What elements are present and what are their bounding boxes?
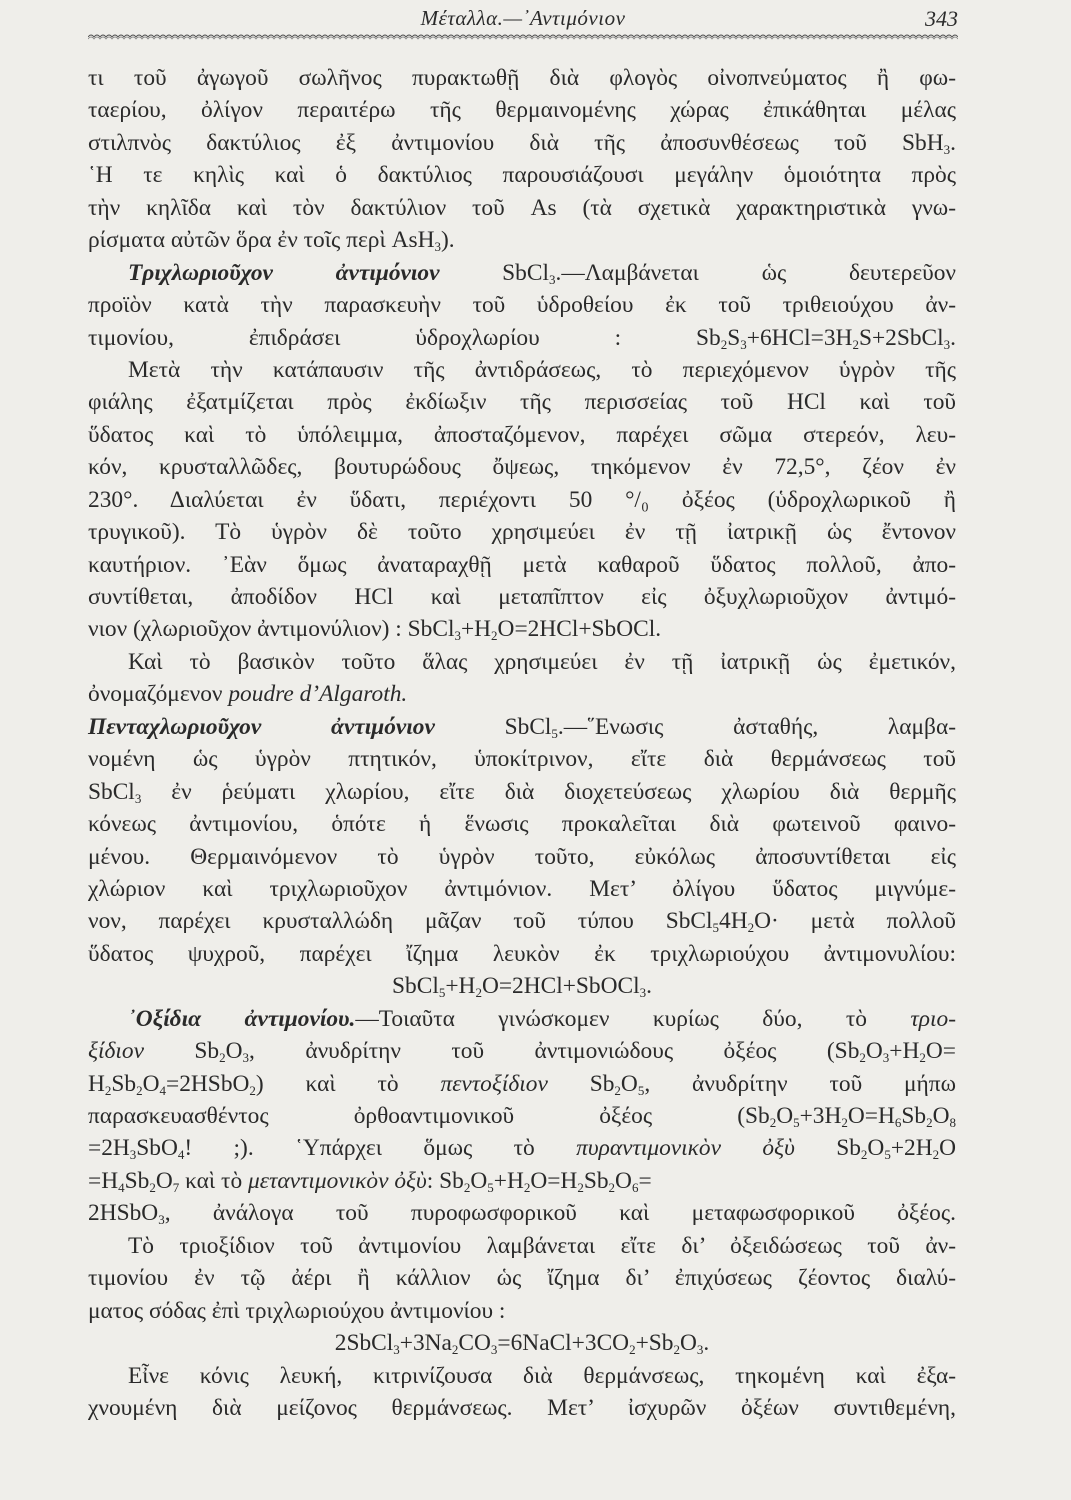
text-run: : Sb — [426, 1167, 464, 1194]
subscript: 3 — [158, 1212, 165, 1228]
subscript: 2 — [614, 1082, 621, 1098]
text-run: +H — [493, 1167, 524, 1194]
text-run: SbCl — [88, 778, 135, 805]
text-line — [88, 678, 956, 710]
text-run: +6HCl=3H — [746, 324, 853, 351]
text-line — [88, 484, 956, 516]
page-header — [88, 2, 958, 36]
text-line — [88, 451, 956, 483]
subscript: 2 — [249, 1082, 256, 1098]
subscript: 3 — [740, 336, 747, 352]
italic-term: πεντοξίδιον — [440, 1070, 548, 1097]
text-line — [88, 224, 956, 256]
text-run: Εἶνε κόνις λευκή, κιτρινίζουσα διὰ θερμάνσεως, τηκομένη καὶ ἐξα- — [128, 1362, 956, 1389]
italic-term: πυραντιμονικὸν ὀξὺ — [576, 1135, 795, 1162]
text-run: H — [88, 1070, 105, 1097]
subscript: 5 — [793, 1115, 800, 1130]
text-run: χνουμένη διὰ μείζονος θερμάνσεως. Μετ’ ἰσχυρῶν ὀξέων συντιθεμένη, — [88, 1394, 956, 1421]
text-run: ). — [440, 227, 455, 254]
text-run: προϊὸν κατὰ τὴν παρασκευὴν τοῦ ὑδροθείου ἐκ τοῦ τριθειούχου ἀν- — [88, 292, 956, 319]
text-line — [88, 94, 956, 126]
subscript: 2 — [841, 1115, 848, 1130]
text-run: ἐν ῥεύματι χλωρίου, εἴτε διὰ διοχετεύσεως χλωρίου διὰ θερμῆς — [141, 778, 956, 805]
text-run: ματος σόδας ἐπὶ τριχλωριούχου ἀντιμονίου : — [88, 1297, 506, 1324]
subscript: 2 — [747, 920, 755, 936]
text-line — [88, 1295, 956, 1327]
text-run: O=H — [530, 1167, 578, 1194]
text-run: .—῞Ενωσις ἀσταθής, λαμβα- — [557, 713, 956, 740]
italic-term: poudre d’Algaroth. — [228, 681, 408, 708]
text-run: ῾Η τε κηλὶς καὶ ὁ δακτύλιος παρουσιάζουσι μεγάλην ὁμοιότητα πρὸς — [88, 162, 956, 189]
text-run: Sb — [143, 1038, 220, 1065]
text-line — [88, 62, 956, 94]
text-line — [88, 905, 956, 937]
subscript: 2 — [219, 1050, 226, 1066]
subscript: 3 — [134, 790, 142, 806]
text-run: Μετὰ τὴν κατάπαυσιν τῆς ἀντιδράσεως, τὸ περιεχόμενον ὑγρὸν τῆς — [128, 356, 956, 383]
text-run: ὀνομαζόμενον — [88, 681, 229, 708]
text-line — [88, 1132, 956, 1164]
text-line — [88, 1230, 956, 1262]
subscript: 2 — [932, 1147, 940, 1163]
text-line — [88, 322, 956, 354]
text-run: Sb — [583, 1167, 609, 1194]
text-run: 2HSbO — [88, 1200, 159, 1227]
subscript: 3 — [696, 1342, 704, 1358]
text-run: O= — [925, 1038, 956, 1065]
text-run: . — [646, 973, 652, 1000]
text-run: S — [727, 324, 741, 351]
running-title: Μέταλλα.—᾿Αντιμόνιον — [420, 6, 626, 30]
text-line — [88, 873, 956, 905]
subscript: 2 — [859, 1050, 866, 1066]
text-line — [88, 549, 956, 581]
text-run: O — [932, 1103, 950, 1129]
text-line — [88, 127, 956, 159]
subscript: 4 — [159, 1082, 167, 1098]
subscript: 2 — [523, 1179, 531, 1195]
body-text — [88, 62, 956, 1424]
text-run: ρίσματα αὐτῶν ὅρα ἐν τοῖς περὶ AsH — [88, 227, 435, 254]
subscript: 5 — [712, 920, 720, 936]
text-run: —Τοιαῦτα γινώσκομεν κυρίως δύο, τὸ — [355, 1005, 911, 1032]
text-run: O — [142, 1070, 160, 1097]
subscript: 2 — [860, 1147, 868, 1163]
text-line — [88, 1100, 956, 1132]
subscript: 5 — [637, 1082, 645, 1098]
text-run: . — [703, 1330, 710, 1357]
section-heading: Πενταχλωριοῦχον ἀντιμόνιον — [88, 713, 435, 740]
italic-term: μεταντιμονικὸν ὀξὺ — [248, 1167, 427, 1194]
text-run: O — [679, 1330, 697, 1357]
text-run: τιμονίου, ἐπιδράσει ὑδροχλωρίου : Sb — [88, 324, 721, 351]
italic-term: ξίδιον — [88, 1038, 144, 1065]
text-run: Sb — [794, 1135, 861, 1162]
subscript: 3 — [434, 239, 441, 255]
text-run: ) καὶ τὸ — [255, 1070, 441, 1097]
text-run: SbCl — [392, 973, 439, 1000]
text-run: καὶ τὸ — [179, 1167, 248, 1194]
subscript: 2 — [720, 336, 728, 352]
text-run: χλώριον καὶ τριχλωριοῦχον ἀντιμόνιον. Μετ’ ὀλίγου ὕδατος μιγνύμε- — [88, 875, 956, 902]
text-run: ὕδατος ψυχροῦ, παρέχει ἴζημα λευκὸν ἐκ τριχλωριούχου ἀντιμονυλίου: — [88, 940, 956, 967]
text-run: ! ;). ῾Υπάρχει ὅμως τὸ — [184, 1135, 577, 1162]
text-run: 2SbCl — [334, 1330, 394, 1357]
text-run: O=2HCl+SbOCl. — [497, 616, 662, 643]
text-run: τι τοῦ ἀγωγοῦ σωλῆνος πυρακτωθῇ διὰ φλογὸς οἰνοπνεύματος ἢ φω- — [88, 65, 956, 91]
subscript: 2 — [463, 1179, 471, 1195]
text-run: Sb — [124, 1167, 150, 1194]
text-run: +H — [889, 1038, 920, 1065]
subscript: 3 — [548, 271, 556, 287]
text-line — [88, 776, 956, 808]
text-run: =H — [88, 1167, 119, 1194]
text-run: SbCl — [434, 713, 552, 740]
text-line — [88, 1262, 956, 1294]
text-line — [88, 841, 956, 873]
text-line — [88, 1197, 956, 1229]
text-run: +H — [445, 973, 476, 1000]
text-run: στιλπνὸς δακτύλιος ἐξ ἀντιμονίου διὰ τῆς ἀποσυνθέσεως τοῦ SbH — [88, 129, 944, 156]
text-run: νιον (χλωριοῦχον ἀντιμονύλιον) : SbCl — [88, 616, 455, 643]
text-run: 4H — [719, 908, 748, 935]
subscript: 3 — [943, 336, 951, 352]
text-run: τὴν κηλῖδα καὶ τὸν δακτύλιον τοῦ As (τὰ σχετικὰ χαρακτηριστικὰ γνω- — [88, 194, 956, 221]
subscript: 5 — [438, 985, 446, 1001]
text-line — [88, 1392, 956, 1424]
text-run: 230°. Διαλύεται ἐν ὕδατι, περιέχοντι 50 °/₀ ὀξέος (ὑδροχλωρικοῦ ἢ — [88, 486, 956, 513]
subscript: 3 — [490, 1342, 498, 1358]
text-run: O — [470, 1167, 488, 1194]
text-run: O — [939, 1135, 956, 1162]
subscript: 2 — [852, 336, 859, 352]
text-run: O· μετὰ πολλοῦ — [754, 908, 956, 935]
text-run: Sb — [547, 1070, 615, 1097]
text-run: κόνεως ἀντιμονίου, ὁπότε ἡ ἕνωσις προκαλεῖται διὰ φωτεινοῦ φαινο- — [88, 811, 956, 838]
text-line — [88, 646, 956, 678]
text-run: τρυγικοῦ). Τὸ ὑγρὸν δὲ τοῦτο χρησιμεύει ἐν τῇ ἰατρικῇ ὡς ἔντονον — [88, 519, 956, 546]
text-run: +2H — [890, 1135, 933, 1162]
subscript: 6 — [631, 1179, 639, 1195]
text-line — [88, 516, 956, 548]
text-run: O — [867, 1135, 885, 1162]
wavy-rule-divider — [88, 32, 958, 42]
text-run: Τὸ τριοξίδιον τοῦ ἀντιμονίου λαμβάνεται εἴτε δι’ ὀξειδώσεως τοῦ ἀν- — [128, 1232, 956, 1259]
text-line — [88, 1068, 956, 1100]
subscript: 3 — [943, 141, 951, 157]
subscript: 4 — [177, 1147, 185, 1163]
text-run: μένου. Θερμαινόμενον τὸ ὑγρὸν τοῦτο, εὐκόλως ἀποσυντίθεται εἰς — [88, 843, 956, 870]
text-run: O — [225, 1038, 243, 1065]
text-run: CO — [458, 1330, 491, 1357]
text-run: .—Λαμβάνεται ὡς δευτερεῦον — [555, 259, 956, 286]
subscript: 3 — [242, 1050, 250, 1066]
text-run: = — [638, 1167, 652, 1194]
subscript: 2 — [769, 1115, 777, 1130]
text-run: , ἀνυδρίτην τοῦ μήπω — [644, 1070, 956, 1097]
text-run: +Sb — [635, 1330, 674, 1357]
text-line — [88, 257, 956, 289]
subscript: 2 — [608, 1179, 616, 1195]
subscript: 3 — [129, 1147, 137, 1163]
text-run: τιμονίου ἐν τῷ ἀέρι ἢ κάλλιον ὡς ἴζημα δι’ ἐπιχύσεως ζέοντος διαλύ- — [88, 1265, 956, 1292]
subscript: 2 — [629, 1342, 636, 1358]
subscript: 7 — [172, 1179, 180, 1195]
subscript: 3 — [639, 985, 647, 1001]
text-run: . — [950, 129, 956, 156]
subscript: 3 — [882, 1050, 890, 1066]
text-run: +H — [460, 616, 492, 643]
text-line — [88, 289, 956, 321]
subscript: 2 — [475, 985, 482, 1001]
subscript: 2 — [673, 1342, 680, 1358]
text-line — [88, 711, 956, 743]
text-run: ταερίου, ὀλίγον περαιτέρω τῆς θερμαινομένης χώρας ἐπικάθηται μέλας — [88, 97, 956, 124]
text-line — [88, 419, 956, 451]
text-line — [88, 386, 956, 418]
text-run: , ἀνάλογα τοῦ πυροφωσφορικοῦ καὶ μεταφωσφορικοῦ ὀξέος. — [164, 1200, 956, 1227]
text-run: Sb — [111, 1070, 137, 1097]
text-line — [88, 1165, 956, 1197]
text-line — [88, 1003, 956, 1035]
text-run: +3H — [799, 1103, 842, 1129]
text-run: =2HSbO — [166, 1070, 250, 1097]
text-line — [88, 1360, 956, 1392]
section-heading: Τριχλωριοῦχον ἀντιμόνιον — [128, 259, 440, 286]
text-run: καυτήριον. ᾿Εὰν ὅμως ἀναταραχθῇ μετὰ καθαροῦ ὕδατος πολλοῦ, ἀπο- — [88, 551, 956, 578]
text-line — [88, 1035, 956, 1067]
text-run: συντίθεται, ἀποδίδον HCl καὶ μεταπῖπτον εἰς ὀξυχλωριοῦχον ἀντιμό- — [88, 584, 956, 610]
text-line — [88, 581, 956, 613]
subscript: 5 — [551, 725, 558, 741]
text-run: SbO — [136, 1135, 178, 1162]
text-run: O=2HCl+SbOCl — [481, 973, 640, 1000]
text-line — [88, 938, 956, 970]
subscript: 2 — [577, 1179, 584, 1195]
subscript: 4 — [118, 1179, 125, 1195]
text-run: =6NaCl+3CO — [497, 1330, 630, 1357]
text-run: παρασκευασθέντος ὀρθοαντιμονικοῦ ὀξέος (Sb — [88, 1103, 770, 1129]
text-run: κόν, κρυσταλλῶδες, βουτυρώδους ὄψεως, τηκόμενον ἐν 72,5°, ζέον ἐν — [88, 454, 956, 481]
text-line — [88, 808, 956, 840]
text-run: O — [620, 1070, 638, 1097]
text-run: . — [950, 324, 956, 351]
text-line — [88, 1327, 956, 1359]
text-run: νομένη ὡς ὑγρὸν πτητικόν, ὑποκίτρινον, εἴτε διὰ θερμάνσεως τοῦ — [88, 746, 956, 773]
text-run: +3Na — [399, 1330, 452, 1357]
subscript: 5 — [884, 1147, 891, 1163]
text-run: Καὶ τὸ βασικὸν τοῦτο ἅλας χρησιμεύει ἐν τῇ ἰατρικῇ ὡς ἐμετικόν, — [128, 648, 956, 675]
text-run: O=H — [847, 1103, 895, 1129]
subscript: 6 — [894, 1115, 902, 1130]
subscript: 2 — [136, 1082, 143, 1098]
section-heading: ᾿Οξίδια ἀντιμονίου. — [128, 1005, 356, 1032]
subscript: 2 — [491, 628, 498, 644]
subscript: 2 — [104, 1082, 112, 1098]
text-line — [88, 743, 956, 775]
text-run: O — [615, 1167, 632, 1194]
subscript: 5 — [487, 1179, 494, 1195]
text-line — [88, 970, 956, 1002]
italic-term: τριο- — [910, 1005, 956, 1032]
text-run: O — [865, 1038, 883, 1065]
subscript: 2 — [926, 1115, 933, 1130]
text-line — [88, 613, 956, 645]
text-run: ὕδατος καὶ τὸ ὑπόλειμμα, ἀποσταζόμενον, παρέχει σῶμα στερεόν, λευ- — [88, 421, 956, 448]
text-run: Sb — [901, 1103, 927, 1129]
text-run: =2H — [88, 1135, 130, 1162]
text-run: SbCl — [439, 259, 549, 286]
text-run: φιάλης ἐξατμίζεται πρὸς ἐκδίωξιν τῆς περισσείας τοῦ HCl καὶ τοῦ — [88, 389, 956, 416]
subscript: 2 — [149, 1179, 156, 1195]
subscript: 2 — [919, 1050, 926, 1066]
text-line — [88, 354, 956, 386]
text-run: O — [776, 1103, 794, 1129]
text-run: S+2SbCl — [858, 324, 944, 351]
text-line — [88, 159, 956, 191]
text-run: , ἀνυδρίτην τοῦ ἀντιμονιώδους ὀξέος (Sb — [249, 1038, 860, 1065]
subscript: 3 — [454, 628, 461, 644]
subscript: 2 — [451, 1342, 459, 1358]
subscript: 8 — [949, 1115, 956, 1130]
text-run: O — [155, 1167, 173, 1194]
text-run: νον, παρέχει κρυσταλλώδη μᾶζαν τοῦ τύπου SbCl — [88, 908, 713, 935]
text-line — [88, 192, 956, 224]
page-number: 343 — [925, 6, 958, 31]
subscript: 3 — [393, 1342, 400, 1358]
